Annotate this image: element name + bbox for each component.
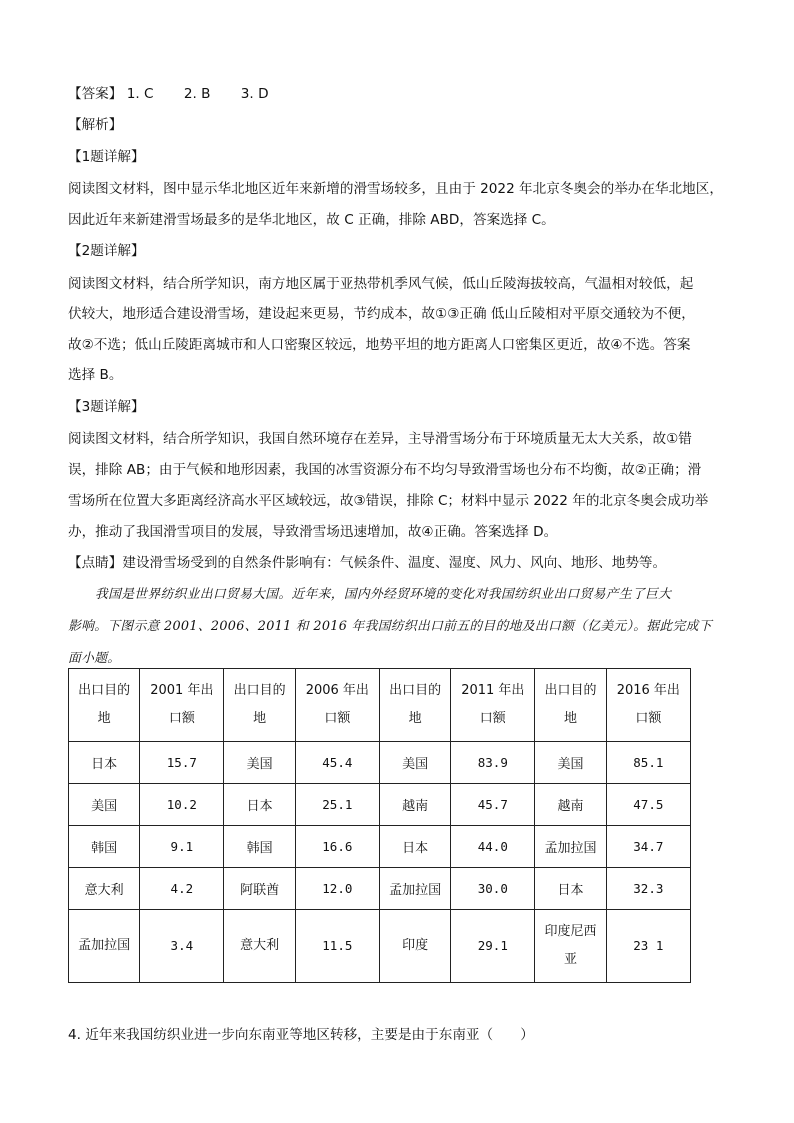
intro-line-2: 影响。下图示意 2001、2006、2011 和 2016 年我国纺织出口前五的目的地及出口额（亿美元）。据此完成下 (68, 619, 712, 634)
amount-cell: 10.2 (140, 784, 224, 826)
table-row (69, 826, 691, 868)
table-row (69, 784, 691, 826)
destination-cell: 日本 (379, 826, 450, 868)
amount-cell: 45.7 (451, 784, 535, 826)
q3-line-3: 雪场所在位置大多距离经济高水平区域较远，故③错误，排除 C；材料中显示 2022 年的北京冬奥会成功举 (68, 493, 709, 509)
intro-line-1: 我国是世界纺织业出口贸易大国。近年来，国内外经贸环境的变化对我国纺织业出口贸易产生了巨大 (95, 587, 672, 602)
key-point-note: 【点睛】建设滑雪场受到的自然条件影响有：气候条件、温度、湿度、风力、风向、地形、地势等。 (68, 555, 667, 571)
amount-cell: 47.5 (606, 784, 690, 826)
table-header-row (69, 669, 691, 742)
amount-cell: 12.0 (295, 868, 379, 910)
amount-cell: 9.1 (140, 826, 224, 868)
amount-cell: 25.1 (295, 784, 379, 826)
q2-line-4: 选择 B。 (68, 367, 123, 383)
q2-heading: 【2题详解】 (68, 243, 145, 259)
q3-line-4: 办，推动了我国滑雪项目的发展，导致滑雪场迅速增加，故④正确。答案选择 D。 (68, 524, 558, 540)
amount-cell: 45.4 (295, 742, 379, 784)
destination-cell: 印度 (379, 910, 450, 983)
q1-line-1: 阅读图文材料，图中显示华北地区近年来新增的滑雪场较多，且由于 2022 年北京冬奥会的举办在华北地区， (68, 181, 723, 197)
destination-cell: 日本 (535, 868, 606, 910)
table-row (69, 910, 691, 983)
destination-cell: 孟加拉国 (535, 826, 606, 868)
destination-cell: 意大利 (69, 868, 140, 910)
q2-line-1: 阅读图文材料，结合所学知识，南方地区属于亚热带机季风气候，低山丘陵海拔较高，气温相对较低，起 (68, 276, 694, 292)
destination-cell: 孟加拉国 (69, 910, 140, 983)
destination-cell: 越南 (379, 784, 450, 826)
amount-cell: 44.0 (451, 826, 535, 868)
header-cell: 出口目的 地 (535, 669, 606, 742)
destination-cell: 印度尼西 亚 (535, 910, 606, 983)
table-row (69, 742, 691, 784)
header-cell: 2006 年出 口额 (295, 669, 379, 742)
answer-1: 1. C (126, 86, 154, 102)
destination-cell: 孟加拉国 (379, 868, 450, 910)
destination-cell: 美国 (379, 742, 450, 784)
amount-cell: 16.6 (295, 826, 379, 868)
destination-cell: 韩国 (69, 826, 140, 868)
export-table (68, 668, 691, 983)
destination-cell: 美国 (535, 742, 606, 784)
amount-cell: 4.2 (140, 868, 224, 910)
q3-line-2: 误，排除 AB；由于气候和地形因素，我国的冰雪资源分布不均匀导致滑雪场也分布不均衡，故②正确；滑 (68, 462, 702, 478)
destination-cell: 阿联酋 (224, 868, 295, 910)
analysis-label: 【解析】 (68, 117, 123, 133)
q2-line-2: 伏较大，地形适合建设滑雪场，建设起来更易，节约成本，故①③正确 低山丘陵相对平原交通较为不便， (68, 306, 695, 322)
destination-cell: 意大利 (224, 910, 295, 983)
answer-2: 2. B (183, 86, 211, 102)
destination-cell: 韩国 (224, 826, 295, 868)
q3-line-1: 阅读图文材料，结合所学知识，我国自然环境存在差异，主导滑雪场分布于环境质量无太大关系，故①错 (68, 431, 692, 447)
amount-cell: 30.0 (451, 868, 535, 910)
header-cell: 出口目的 地 (69, 669, 140, 742)
header-cell: 2016 年出 口额 (606, 669, 690, 742)
amount-cell: 32.3 (606, 868, 690, 910)
destination-cell: 美国 (69, 784, 140, 826)
amount-cell: 3.4 (140, 910, 224, 983)
amount-cell: 85.1 (606, 742, 690, 784)
answer-3: 3. D (240, 86, 269, 102)
amount-cell: 29.1 (451, 910, 535, 983)
amount-cell: 15.7 (140, 742, 224, 784)
answers-line (68, 82, 295, 102)
amount-cell: 11.5 (295, 910, 379, 983)
q1-line-2: 因此近年来新建滑雪场最多的是华北地区，故 C 正确，排除 ABD，答案选择 C。 (68, 212, 555, 228)
header-cell: 出口目的 地 (224, 669, 295, 742)
question-4: 4. 近年来我国纺织业进一步向东南亚等地区转移，主要是由于东南亚（ ） (68, 1027, 534, 1043)
amount-cell: 23 1 (606, 910, 690, 983)
destination-cell: 越南 (535, 784, 606, 826)
destination-cell: 美国 (224, 742, 295, 784)
destination-cell: 日本 (224, 784, 295, 826)
header-cell: 出口目的 地 (379, 669, 450, 742)
amount-cell: 83.9 (451, 742, 535, 784)
q3-heading: 【3题详解】 (68, 399, 145, 415)
table-row (69, 868, 691, 910)
intro-line-3: 面小题。 (68, 651, 121, 666)
amount-cell: 34.7 (606, 826, 690, 868)
q2-line-3: 故②不选；低山丘陵距离城市和人口密聚区较远，地势平坦的地方距离人口密集区更近，故④不选。答案 (68, 337, 691, 353)
q1-heading: 【1题详解】 (68, 149, 145, 165)
header-cell: 2001 年出 口额 (140, 669, 224, 742)
header-cell: 2011 年出 口额 (451, 669, 535, 742)
destination-cell: 日本 (69, 742, 140, 784)
answers-label: 【答案】 (68, 86, 123, 102)
